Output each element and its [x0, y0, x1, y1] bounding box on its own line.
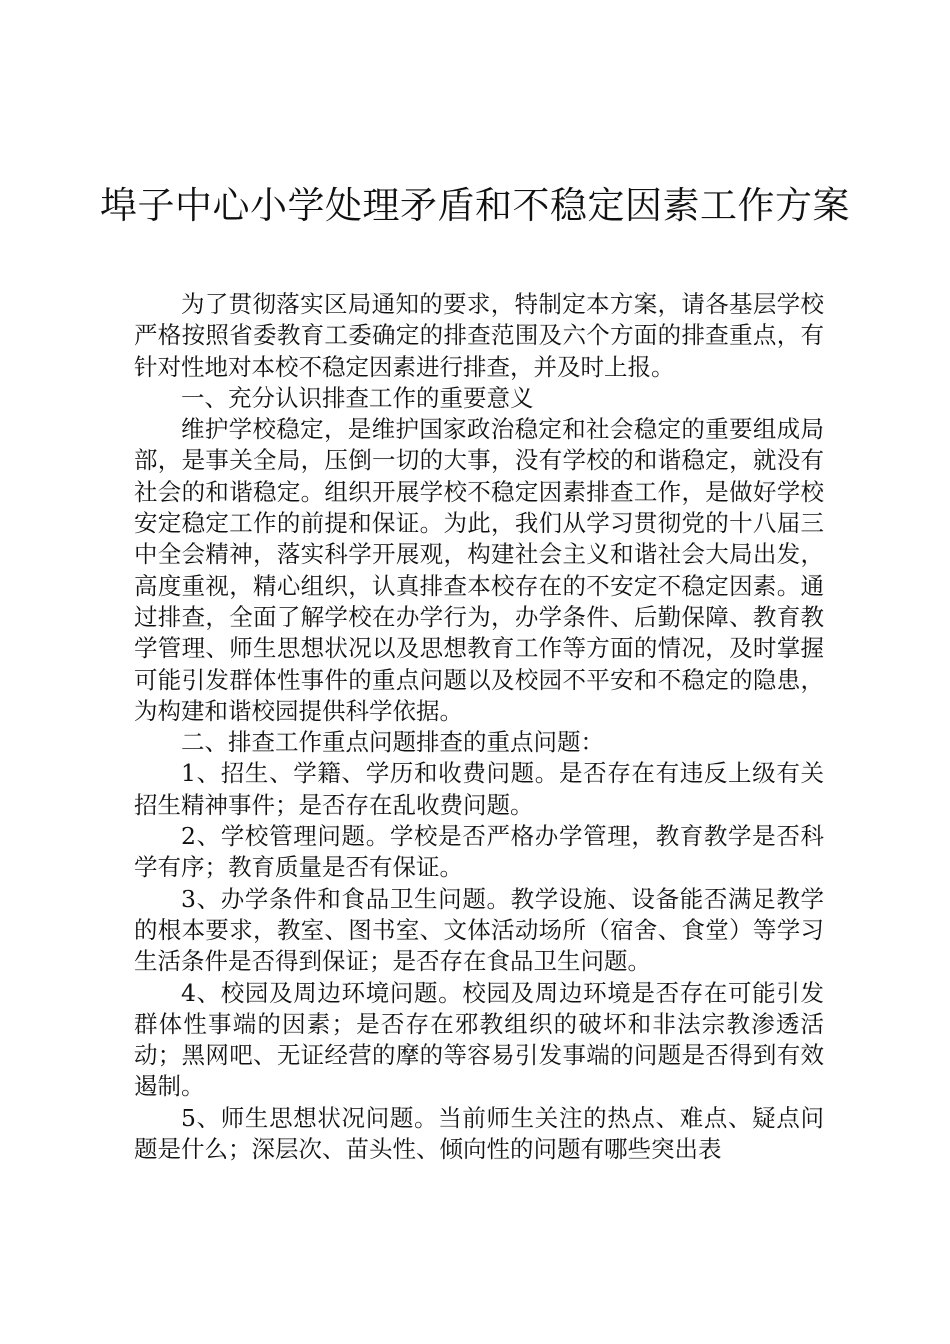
- document-title: 埠子中心小学处理矛盾和不稳定因素工作方案: [100, 184, 850, 227]
- list-item-3: 3、办学条件和食品卫生问题。教学设施、设备能否满足教学的根本要求，教室、图书室、文体活动场所（宿舍、食堂）等学习生活条件是否得到保证；是否存在食品卫生问题。: [134, 884, 824, 976]
- list-item-2: 2、学校管理问题。学校是否严格办学管理，教育教学是否科学有序；教育质量是否有保证。: [134, 822, 824, 882]
- paragraph-significance: 维护学校稳定，是维护国家政治稳定和社会稳定的重要组成局部，是事关全局，压倒一切的大事，没有学校的和谐稳定，就没有社会的和谐稳定。组织开展学校不稳定因素排查工作，是做好学校安定稳定工作的前提和保证。为此，我们从学习贯彻党的十八届三中全会精神，落实科学开展观，构建社会主义和谐社会大局出发，高度重视，精心组织，认真排查本校存在的不安定不稳定因素。通过排查，全面了解学校在办学行为，办学条件、后勤保障、教育教学管理、师生思想状况以及思想教育工作等方面的情况，及时掌握可能引发群体性事件的重点问题以及校园不平安和不稳定的隐患，为构建和谐校园提供科学依据。: [134, 415, 824, 725]
- section-heading-1: 一、充分认识排查工作的重要意义: [181, 383, 534, 412]
- document-body: [134, 289, 824, 1165]
- section-heading-2: 二、排查工作重点问题排查的重点问题：: [181, 728, 604, 757]
- list-item-1: 1、招生、学籍、学历和收费问题。是否存在有违反上级有关招生精神事件；是否存在乱收费问题。: [134, 759, 824, 819]
- list-item-4: 4、校园及周边环境问题。校园及周边环境是否存在可能引发群体性事端的因素；是否存在邪教组织的破坏和非法宗教渗透活动；黑网吧、无证经营的摩的等容易引发事端的问题是否得到有效遏制。: [134, 978, 824, 1101]
- list-item-5: 5、师生思想状况问题。当前师生关注的热点、难点、疑点问题是什么；深层次、苗头性、倾向性的问题有哪些突出表: [134, 1103, 824, 1164]
- paragraph-intro: 为了贯彻落实区局通知的要求，特制定本方案，请各基层学校严格按照省委教育工委确定的排查范围及六个方面的排查重点，有针对性地对本校不稳定因素进行排查，并及时上报。: [134, 290, 824, 381]
